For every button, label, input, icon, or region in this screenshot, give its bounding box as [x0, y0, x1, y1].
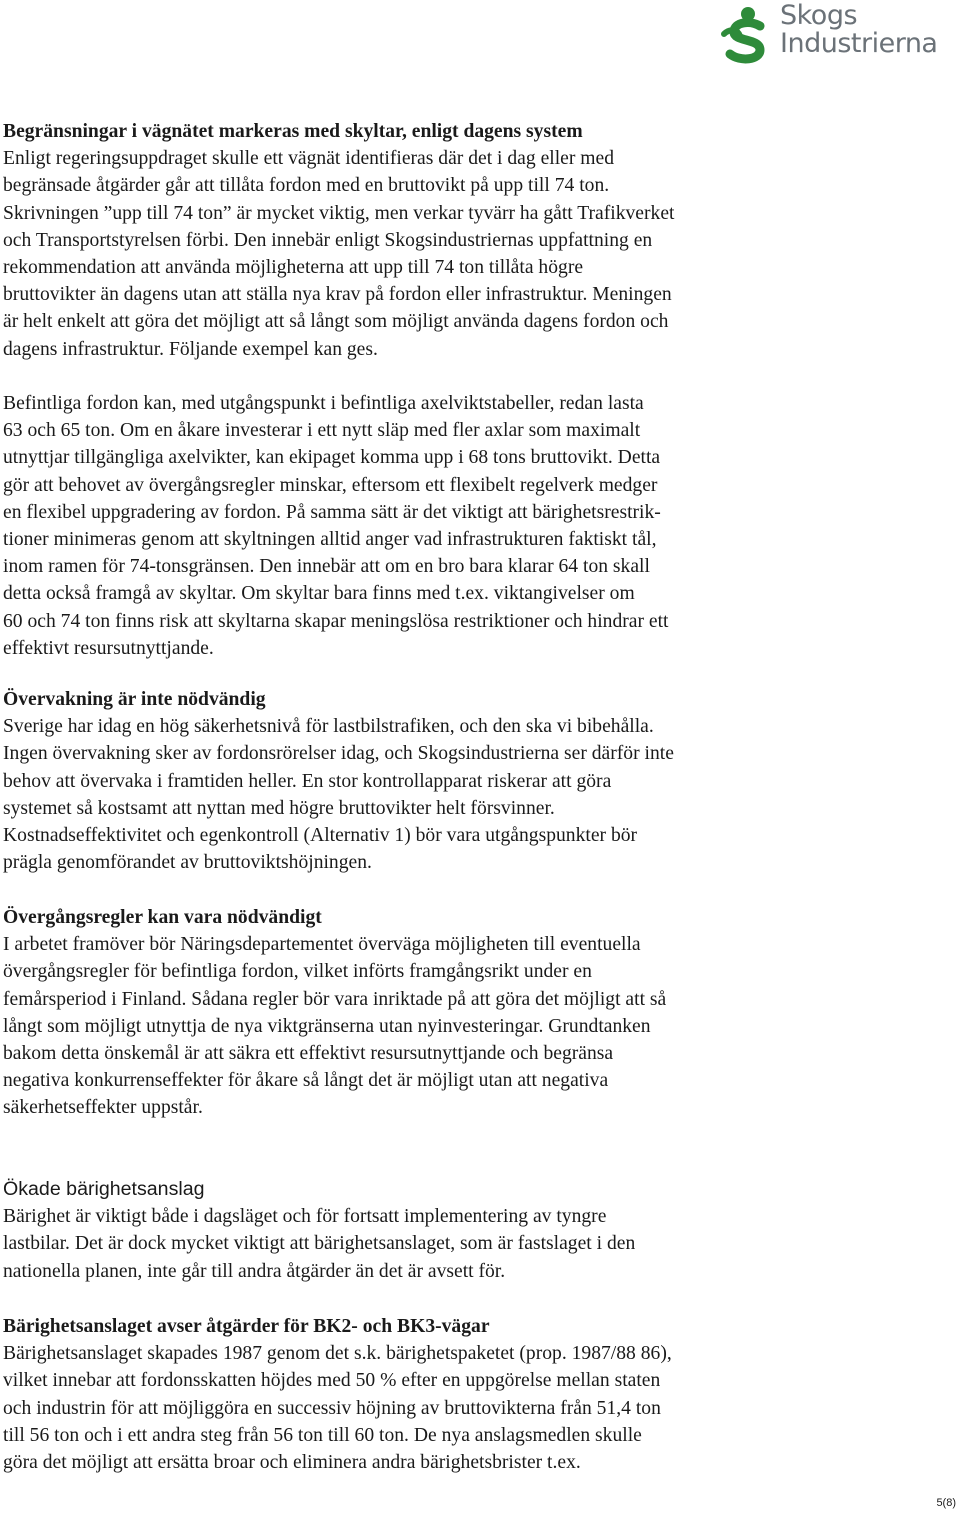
section-befintliga-fordon: [3, 390, 669, 662]
section-heading: Övergångsregler kan vara nödvändigt: [3, 907, 322, 928]
section-vagnatet: [3, 118, 674, 363]
logo-line-2: Industrierna: [780, 28, 938, 59]
section-overgangsregler: [3, 904, 666, 1122]
section-bk2-bk3: [3, 1313, 672, 1476]
section-overvakning: [3, 686, 674, 876]
page-number: 5(8): [936, 1497, 956, 1509]
skogsindustrierna-logo: [718, 0, 960, 70]
section-heading: Bärighetsanslaget avser åtgärder för BK2- och BK3-vägar: [3, 1316, 490, 1337]
section-heading: Övervakning är inte nödvändig: [3, 689, 266, 710]
section-paragraph: I arbetet framöver bör Näringsdepartementet överväga möjligheten till eventuella övergångsregler för befintliga fordon, vilket införts framgångsrikt under en femårsperiod i Finland. Sådana regler bör vara inriktade på att göra det möjligt att så långt som möjligt utnyttja de nya viktgränserna utan nyinvesteringar. Grundtanken bakom detta önskemål är att säkra ett effektivt resursutnyttjande och begränsa negativa konkurrenseffekter för åkare så långt det är möjligt utan att negativa säkerhetseffekter uppstår.: [3, 934, 667, 1119]
section-heading: Begränsningar i vägnätet markeras med skyltar, enligt dagens system: [3, 121, 583, 142]
section-barighetsanslag: [3, 1176, 635, 1285]
section-paragraph: Sverige har idag en hög säkerhetsnivå för lastbilstrafiken, och den ska vi bibehålla. Ingen övervakning sker av fordonsrörelser idag, och Skogsindustrierna ser därför inte behov att övervaka i framtiden heller. En stor kontrollapparat riskerar att göra systemet så kostsamt att nyttan med högre bruttovikter helt försvinner. Kostnadseffektivitet och egenkontroll (Alternativ 1) bör vara utgångspunkter bör prägla genomförandet av bruttoviktshöjningen.: [3, 716, 674, 874]
section-heading: Ökade bärighetsanslag: [3, 1178, 205, 1200]
section-paragraph: Bärighetsanslaget skapades 1987 genom det s.k. bärighetspaketet (prop. 1987/88 86), vilket innebar att fordonsskatten höjdes med 50 % efter en uppgörelse mellan staten och industrin för att möjliggöra en successiv höjning av bruttovikterna från 51,4 ton till 56 ton och i ett andra steg från 56 ton till 60 ton. De nya anslagsmedlen skulle göra det möjligt att ersätta broar och eliminera andra bärighetsbrister t.ex.: [3, 1343, 672, 1474]
logo-line-1: Skogs: [780, 0, 858, 31]
section-paragraph: Bärighet är viktigt både i dagsläget och för fortsatt implementering av tyngre lastbilar. Det är dock mycket viktigt att bärighetsanslaget, som är fastslaget i den nationella planen, inte går till andra åtgärder än det är avsett för.: [3, 1206, 636, 1282]
section-paragraph: Befintliga fordon kan, med utgångspunkt i befintliga axelviktstabeller, redan lasta 63 och 65 ton. Om en åkare investerar i ett nytt släp med fler axlar som maximalt utnyttjar tillgängliga axelvikter, kan ekipaget komma upp i 68 tons bruttovikt. Detta gör att behovet av övergångsregler minskar, eftersom ett flexibelt regelverk medger en flexibel uppgradering av fordon. På samma sätt är det viktigt att bärighetsrestrik- tioner minimeras genom att skyltningen alltid anger vad infrastrukturen faktiskt tål, inom ramen för 74-tonsgränsen. Den innebär att om en bro bara klarar 64 ton skall detta också framgå av skyltar. Om skyltar bara finns med t.ex. viktangivelser om 60 och 74 ton finns risk att skyltarna skapar meningslösa restriktioner och hindrar ett effektivt resursutnyttjande.: [3, 393, 669, 659]
logo-wordmark: [780, 2, 937, 58]
section-paragraph: Enligt regeringsuppdraget skulle ett vägnät identifieras där det i dag eller med begränsade åtgärder går att tillåta fordon med en bruttovikt på upp till 74 ton. Skrivningen ”upp till 74 ton” är mycket viktig, men verkar tyvärr ha gått Trafikverket och Transportstyrelsen förbi. Den innebär enligt Skogsindustriernas uppfattning en rekommendation att använda möjligheterna att upp till 74 ton tillåta högre bruttovikter än dagens utan att ställa nya krav på fordon eller infrastruktur. Meningen är helt enkelt att göra det möjligt att så långt som möjligt använda dagens fordon och dagens infrastruktur. Följande exempel kan ges.: [3, 148, 675, 360]
leaf-s-icon: [720, 4, 776, 66]
